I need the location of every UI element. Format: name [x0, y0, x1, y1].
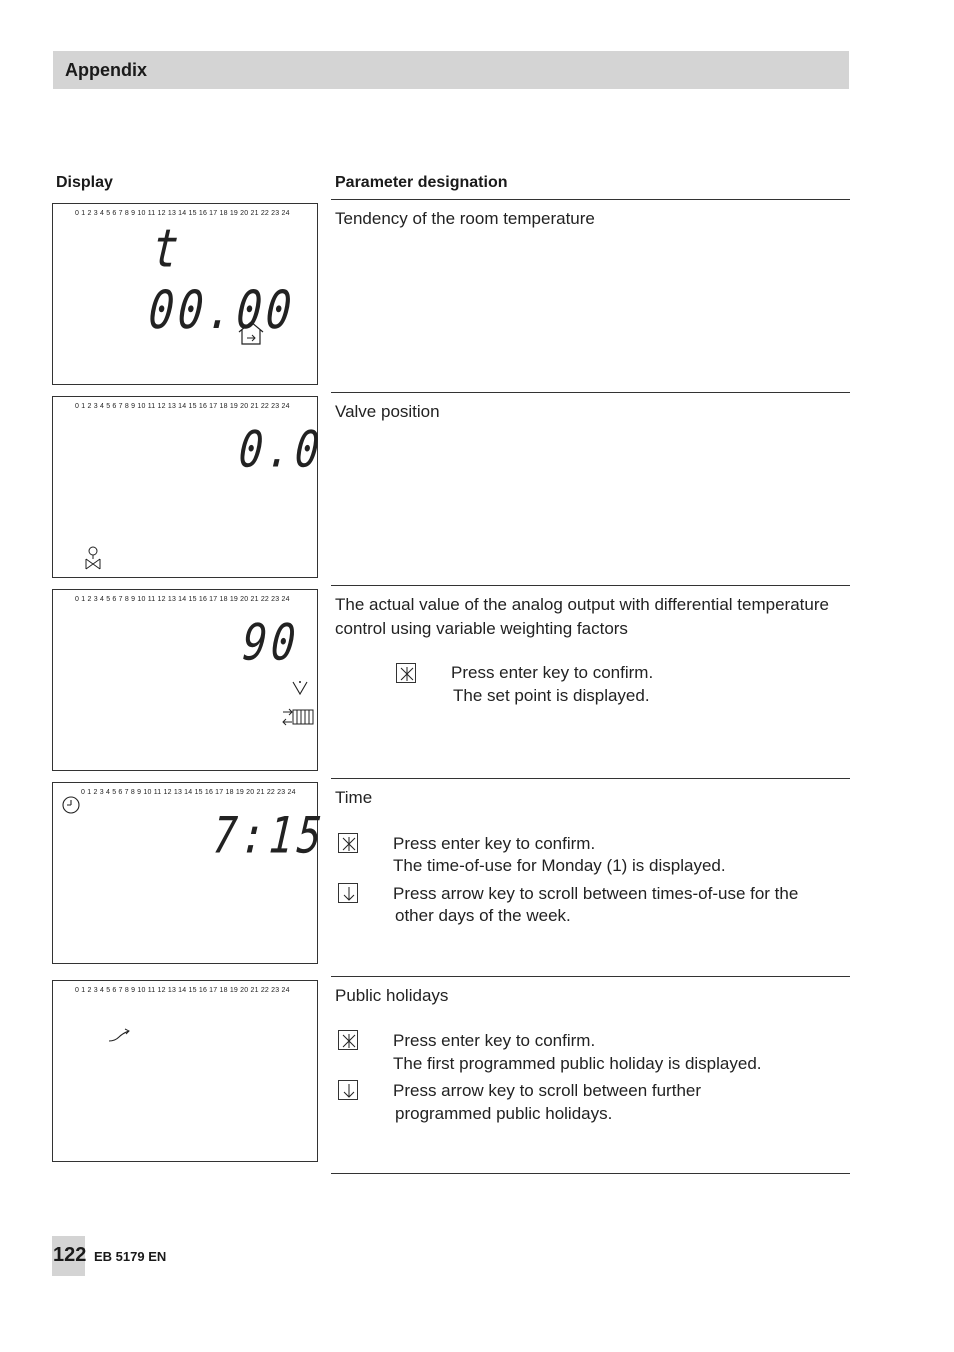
lcd-display-valve-position — [52, 396, 326, 578]
section-header-bar — [53, 51, 849, 89]
row-divider — [331, 585, 850, 586]
holiday-symbol-icon — [107, 1027, 133, 1045]
lcd-value: 90 — [240, 614, 302, 672]
lcd-display-analog-output — [52, 589, 318, 771]
section-title: Appendix — [65, 60, 148, 80]
clock-icon — [61, 795, 81, 815]
hour-ruler: 0 1 2 3 4 5 6 7 8 9 10 11 12 13 14 15 16 17 18 19 20 21 22 23 24 — [81, 789, 296, 796]
hour-ruler: 0 1 2 3 4 5 6 7 8 9 10 11 12 13 14 15 16 17 18 19 20 21 22 23 24 — [75, 987, 290, 994]
lcd-display-room-temp-tendency — [52, 203, 318, 385]
param-title: Tendency of the room temperature — [335, 209, 595, 228]
lcd-value: 7:15 — [210, 807, 328, 865]
lcd-display-time — [52, 782, 328, 964]
hour-ruler: 0 1 2 3 4 5 6 7 8 9 10 11 12 13 14 15 16 17 18 19 20 21 22 23 24 — [75, 403, 290, 410]
hour-ruler: 0 1 2 3 4 5 6 7 8 9 10 11 12 13 14 15 16 17 18 19 20 21 22 23 24 — [75, 596, 290, 603]
table-top-rule — [331, 199, 850, 200]
page-number: 122 — [53, 1244, 87, 1266]
column-header-parameter: Parameter designation — [335, 174, 508, 191]
v-marker-icon — [291, 678, 309, 696]
row-divider — [331, 976, 850, 977]
param-title-line2: control using variable weighting factors — [335, 619, 628, 638]
row-divider — [331, 392, 850, 393]
step-result: The time-of-use for Monday (1) is displayed. — [393, 856, 726, 875]
house-icon — [237, 320, 265, 346]
arrow-down-key-icon — [338, 883, 358, 903]
step-instruction: Press arrow key to scroll between times-of-use for the — [393, 884, 799, 903]
page-number-box — [52, 1236, 85, 1276]
enter-key-icon — [396, 663, 416, 683]
valve-icon — [83, 545, 105, 571]
step-result: The first programmed public holiday is displayed. — [393, 1054, 762, 1073]
hour-ruler: 0 1 2 3 4 5 6 7 8 9 10 11 12 13 14 15 16 17 18 19 20 21 22 23 24 — [75, 210, 290, 217]
lcd-value: 0.0 — [236, 421, 326, 479]
param-title: Valve position — [335, 402, 440, 421]
step-instruction-cont: programmed public holidays. — [395, 1104, 613, 1123]
document-code: EB 5179 EN — [94, 1249, 167, 1264]
step-instruction: Press arrow key to scroll between further — [393, 1081, 702, 1100]
row-divider — [331, 778, 850, 779]
param-title: Public holidays — [335, 986, 449, 1005]
step-result: The set point is displayed. — [453, 686, 650, 705]
step-instruction-cont: other days of the week. — [395, 906, 571, 925]
step-instruction: Press enter key to confirm. — [393, 834, 596, 853]
enter-key-icon — [338, 1030, 358, 1050]
step-instruction: Press enter key to confirm. — [393, 1031, 596, 1050]
lcd-value: t 00.00 — [146, 217, 298, 341]
param-title-line1: The actual value of the analog output with differential temperature — [335, 595, 829, 614]
table-bottom-rule — [331, 1173, 850, 1174]
enter-key-icon — [338, 833, 358, 853]
arrow-down-key-icon — [338, 1080, 358, 1100]
radiator-icon — [281, 708, 315, 726]
step-instruction: Press enter key to confirm. — [451, 663, 654, 682]
lcd-display-public-holidays — [52, 980, 318, 1162]
column-header-display: Display — [56, 174, 113, 191]
param-title: Time — [335, 788, 373, 807]
